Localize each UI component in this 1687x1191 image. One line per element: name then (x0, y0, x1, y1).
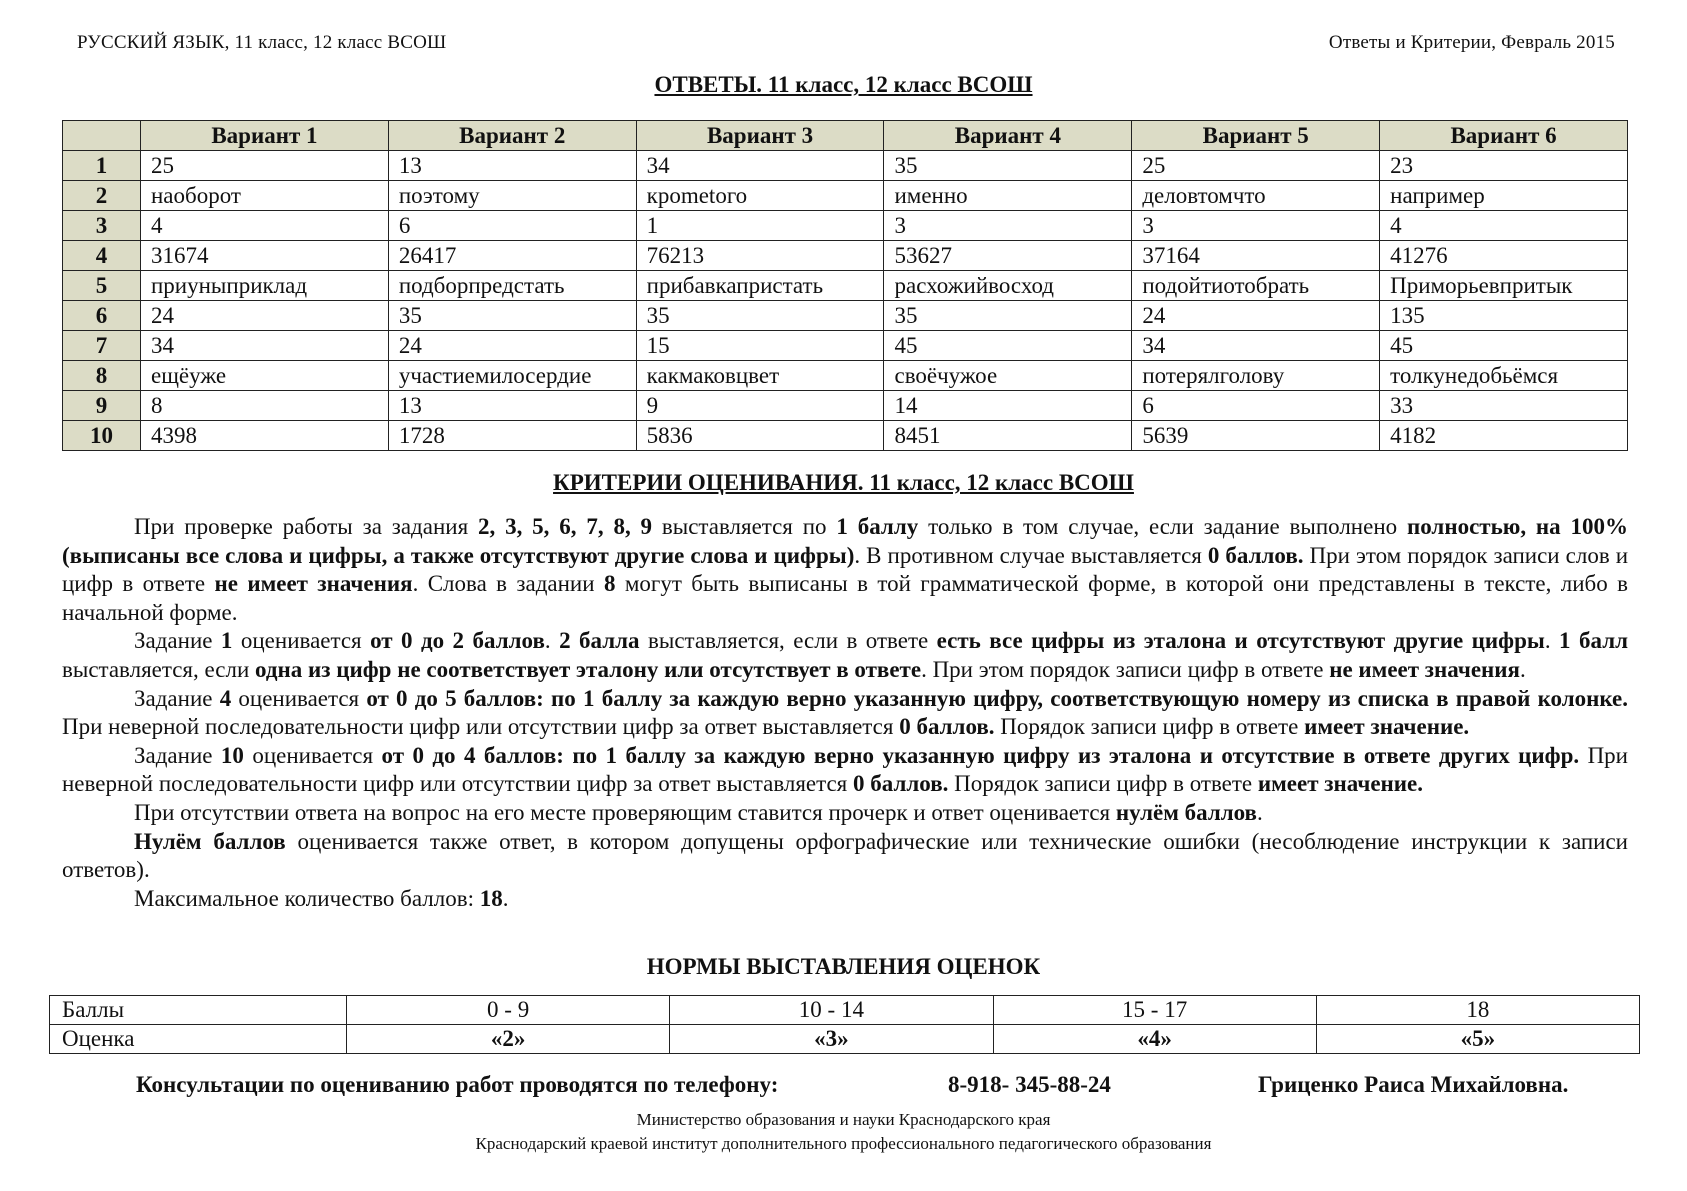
text-run: При проверке работы за задания (134, 514, 478, 539)
text-run: выставляется, если (62, 656, 256, 682)
norms-score-label: Баллы (50, 996, 347, 1025)
answer-cell: 5836 (636, 421, 884, 451)
norms-score-row (50, 996, 1640, 1025)
norms-grade-label: Оценка (50, 1025, 347, 1054)
norms-grade-cell: «3» (670, 1025, 993, 1054)
answer-cell: 4 (141, 211, 389, 241)
norms-table (49, 995, 1640, 1054)
answer-cell: 14 (884, 391, 1132, 421)
footer-ministry: Министерство образования и науки Краснодарского края (636, 1110, 1051, 1129)
answer-cell: 4398 (141, 421, 389, 451)
norms-score-cell: 15 - 17 (993, 996, 1316, 1025)
text-run: могут быть выписаны в той грамматической форме, в которой они представлены в тексте, либо в начальной форме. (62, 571, 1628, 625)
answer-cell: 35 (388, 301, 636, 331)
answers-row (63, 151, 1628, 181)
criteria-text (62, 513, 1628, 913)
answers-row (63, 391, 1628, 421)
answer-cell: прибавкапристать (636, 271, 884, 301)
bold-run: есть все цифры из эталона и отсутствуют другие цифры (936, 628, 1545, 654)
norms-grade-cell: «5» (1316, 1025, 1639, 1054)
answer-cell: подборпредстать (388, 271, 636, 301)
answer-cell: 5639 (1132, 421, 1380, 451)
answer-cell: 53627 (884, 241, 1132, 271)
bold-run: 2 балла (559, 628, 640, 654)
task-number: 6 (63, 301, 141, 331)
bold-run: 0 баллов. (1207, 542, 1304, 568)
answers-header-row (63, 121, 1628, 151)
answer-cell: 15 (636, 331, 884, 361)
answer-cell: например (1380, 181, 1628, 211)
answer-cell: ещёуже (141, 361, 389, 391)
answer-cell: 34 (636, 151, 884, 181)
bold-run: Нулём баллов (134, 828, 286, 854)
answer-cell: какмаковцвет (636, 361, 884, 391)
text-run: Задание (134, 685, 220, 711)
header-info: Ответы и Критерии, Февраль 2015 (1328, 32, 1615, 53)
answer-cell: 13 (388, 391, 636, 421)
criteria-paragraph (62, 885, 1628, 914)
norms-grade-cell: «4» (993, 1025, 1316, 1054)
task-number: 3 (63, 211, 141, 241)
consult-person: Гриценко Раиса Михайловна. (1258, 1072, 1569, 1097)
answer-cell: кроmetого (636, 181, 884, 211)
column-header: Вариант 2 (388, 121, 636, 151)
norms-score-cell: 10 - 14 (670, 996, 993, 1025)
answer-cell: 24 (388, 331, 636, 361)
task-number: 2 (63, 181, 141, 211)
criteria-paragraph (62, 685, 1628, 742)
task-number: 1 (63, 151, 141, 181)
answer-cell: 8451 (884, 421, 1132, 451)
answer-cell: 6 (1132, 391, 1380, 421)
header-subject: РУССКИЙ ЯЗЫК, 11 класс, 12 класс ВСОШ (77, 32, 447, 53)
answer-cell: 24 (1132, 301, 1380, 331)
text-run: оценивается (243, 742, 382, 768)
answer-cell: 34 (141, 331, 389, 361)
answer-cell: 26417 (388, 241, 636, 271)
answer-cell: 3 (1132, 211, 1380, 241)
answers-row (63, 361, 1628, 391)
text-run: . Слова в задании (412, 571, 604, 597)
criteria-paragraph (62, 513, 1628, 627)
consult-phone: 8-918- 345-88-24 (948, 1072, 1111, 1097)
answer-cell: 34 (1132, 331, 1380, 361)
consult-text: Консультации по оцениванию работ проводятся по телефону: (136, 1072, 779, 1097)
answer-cell: потерялголову (1132, 361, 1380, 391)
answer-cell: 8 (141, 391, 389, 421)
answer-cell: 35 (884, 301, 1132, 331)
task-number: 8 (63, 361, 141, 391)
answer-cell: Приморьевпритык (1380, 271, 1628, 301)
answer-cell: деловтомчто (1132, 181, 1380, 211)
answer-cell: именно (884, 181, 1132, 211)
bold-run: нулём баллов (1115, 799, 1257, 825)
norms-title: НОРМЫ ВЫСТАВЛЕНИЯ ОЦЕНОК (646, 954, 1041, 979)
text-run: Порядок записи цифр в ответе (948, 771, 1258, 797)
answer-cell: 135 (1380, 301, 1628, 331)
criteria-title: КРИТЕРИИ ОЦЕНИВАНИЯ. 11 класс, 12 класс ВСОШ (553, 470, 1134, 495)
text-run: При отсутствии ответа на вопрос на его месте проверяющим ставится прочерк и ответ оценивается (134, 799, 1116, 825)
answer-cell: расхожийвосход (884, 271, 1132, 301)
answer-cell: 76213 (636, 241, 884, 271)
text-run: выставляется по (652, 514, 837, 539)
answer-cell: поэтому (388, 181, 636, 211)
text-run: . В противном случае выставляется (854, 542, 1208, 568)
answer-cell: своёчужое (884, 361, 1132, 391)
text-run: Задание (134, 628, 221, 654)
answer-cell: 33 (1380, 391, 1628, 421)
answer-cell: 25 (1132, 151, 1380, 181)
answers-row (63, 331, 1628, 361)
text-run: При неверной последовательности цифр или отсутствии цифр за ответ выставляется (62, 714, 900, 740)
task-number: 9 (63, 391, 141, 421)
bold-run: 1 балл (1559, 628, 1629, 654)
task-number: 4 (63, 241, 141, 271)
text-run: . (502, 885, 509, 911)
text-run: оценивается (231, 685, 367, 711)
bold-run: 1 (220, 628, 233, 654)
bold-run: имеет значение. (1257, 771, 1423, 797)
bold-run: имеет значение. (1304, 714, 1470, 740)
text-run: При неверной последовательности цифр или отсутствии цифр за ответ выставляется (62, 742, 1628, 797)
answer-cell: 1 (636, 211, 884, 241)
bold-run: полностью, на 100% (выписаны все слова и цифры, а также отсутствуют другие слова и цифры) (62, 514, 1629, 568)
task-number: 5 (63, 271, 141, 301)
bold-run: 0 баллов. (853, 771, 949, 797)
answers-row (63, 421, 1628, 451)
answer-cell: 25 (141, 151, 389, 181)
column-header: Вариант 1 (141, 121, 389, 151)
bold-run: 1 баллу (836, 514, 919, 539)
answer-cell: 4 (1380, 211, 1628, 241)
answers-row (63, 301, 1628, 331)
answer-cell: 13 (388, 151, 636, 181)
answer-cell: 37164 (1132, 241, 1380, 271)
column-header: Вариант 6 (1380, 121, 1628, 151)
text-run: . (1544, 628, 1560, 654)
text-run: При этом порядок записи слов и цифр в ответе (62, 542, 1629, 597)
answer-cell: 45 (1380, 331, 1628, 361)
answer-cell: 45 (884, 331, 1132, 361)
text-run: . (1256, 799, 1263, 825)
answer-cell: подойтиотобрать (1132, 271, 1380, 301)
answer-cell: 4182 (1380, 421, 1628, 451)
bold-run: 8 (603, 571, 616, 597)
text-run: выставляется, если в ответе (639, 628, 937, 654)
column-header: Вариант 3 (636, 121, 884, 151)
answer-cell: приуныприклад (141, 271, 389, 301)
text-run: . При этом порядок записи цифр в ответе (921, 656, 1330, 682)
answer-cell: 35 (636, 301, 884, 331)
norms-grade-cell: «2» (347, 1025, 670, 1054)
bold-run: одна из цифр не соответствует эталону или отсутствует в ответе (255, 656, 922, 682)
answer-cell: участиемилосердие (388, 361, 636, 391)
bold-run: не имеет значения (1329, 656, 1520, 682)
footer-institute: Краснодарский краевой институт дополнительного профессионального педагогического образования (475, 1134, 1212, 1153)
criteria-paragraph (62, 828, 1628, 885)
column-header: Вариант 5 (1132, 121, 1380, 151)
bold-run: от 0 до 2 баллов (370, 628, 545, 654)
answer-cell: 1728 (388, 421, 636, 451)
answers-row (63, 271, 1628, 301)
answer-cell: 24 (141, 301, 389, 331)
bold-run: 2, 3, 5, 6, 7, 8, 9 (477, 514, 653, 539)
answer-cell: 23 (1380, 151, 1628, 181)
bold-run: 10 (220, 742, 244, 768)
bold-run: 0 баллов. (899, 714, 995, 740)
corner-cell (63, 121, 141, 151)
text-run: . (1519, 656, 1526, 682)
text-run: . (544, 628, 560, 654)
criteria-paragraph (62, 799, 1628, 828)
answer-cell: 31674 (141, 241, 389, 271)
answer-cell: 41276 (1380, 241, 1628, 271)
answers-row (63, 211, 1628, 241)
answer-cell: 35 (884, 151, 1132, 181)
answers-row (63, 241, 1628, 271)
norms-grade-row (50, 1025, 1640, 1054)
bold-run: от 0 до 4 баллов: по 1 баллу за каждую верно указанную цифру из эталона и отсутствие в ответе других цифр. (381, 742, 1580, 768)
bold-run: 18 (479, 885, 503, 911)
task-number: 7 (63, 331, 141, 361)
answers-row (63, 181, 1628, 211)
text-run: Задание (134, 742, 221, 768)
bold-run: от 0 до 5 баллов: по 1 баллу за каждую верно указанную цифру, соответствующую номеру из списка в правой колонке. (366, 685, 1629, 711)
bold-run: 4 (219, 685, 232, 711)
criteria-paragraph (62, 627, 1628, 684)
answer-cell: 3 (884, 211, 1132, 241)
norms-score-cell: 0 - 9 (347, 996, 670, 1025)
answer-cell: наоборот (141, 181, 389, 211)
task-number: 10 (63, 421, 141, 451)
bold-run: не имеет значения (214, 571, 413, 597)
text-run: Максимальное количество баллов: (134, 885, 480, 911)
answer-cell: 9 (636, 391, 884, 421)
text-run: оценивается также ответ, в котором допущены орфографические или технические ошибки (несоблюдение инструкции к записи ответов). (62, 828, 1628, 883)
answer-cell: толкунедобьёмся (1380, 361, 1628, 391)
answer-cell: 6 (388, 211, 636, 241)
text-run: только в том случае, если задание выполнено (918, 514, 1407, 539)
text-run: оценивается (232, 628, 371, 654)
answers-table (62, 120, 1628, 451)
column-header: Вариант 4 (884, 121, 1132, 151)
norms-score-cell: 18 (1316, 996, 1639, 1025)
criteria-paragraph (62, 742, 1628, 799)
text-run: Порядок записи цифр в ответе (994, 714, 1305, 740)
answers-title: ОТВЕТЫ. 11 класс, 12 класс ВСОШ (654, 72, 1033, 97)
